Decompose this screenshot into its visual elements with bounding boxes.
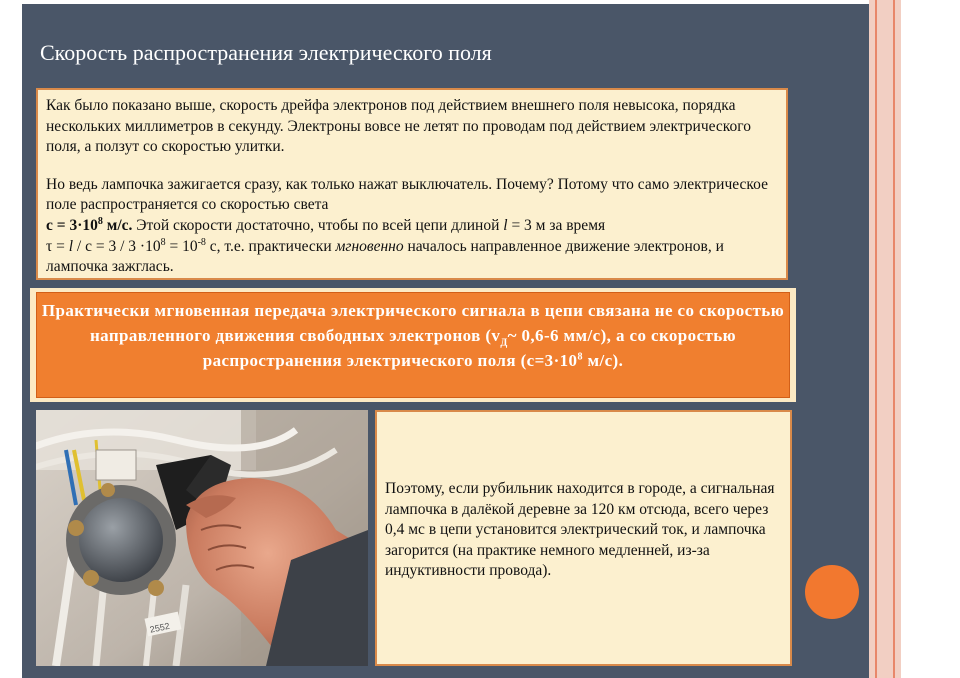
switch-photo — [36, 410, 368, 666]
banner-text-part2: ~ 0,6-6 мм/с), а со скоростью распространения электрического поля (с=3·10 — [202, 326, 737, 370]
question-text: Но ведь лампочка зажигается сразу, как только нажат выключатель. Почему? Потому что само электрическое поле распространяется со скоростью света — [46, 175, 768, 214]
highlight-banner — [36, 292, 790, 398]
tau-equals: = 10 — [165, 237, 198, 255]
tau-exponent-1: 8 — [160, 236, 166, 248]
tau-conclusion: с, т.е. практически — [205, 237, 336, 255]
example-paragraph: Поэтому, если рубильник находится в городе, а сигнальная лампочка в далёкой деревне за 120 км отсюда, всего через 0,4 мс в цепи установится электрический ток, и лампочка загорится (на практике немного медленней, из-за индуктивности провода). — [385, 480, 775, 580]
highlight-banner-frame — [30, 288, 796, 402]
tau-exponent-2: -8 — [197, 236, 206, 248]
paragraph-gap — [46, 158, 778, 175]
tau-prefix: τ = — [46, 237, 69, 255]
banner-exponent: 8 — [577, 351, 583, 363]
wire-tag-label: 2552 — [148, 620, 171, 635]
intro-paragraph: Как было показано выше, скорость дрейфа электронов под действием внешнего поля невысока, порядка нескольких миллиметров в секунду. Электроны вовсе не летят по проводам под действием электрического поля, а ползут со скоростью улитки. — [46, 97, 751, 156]
banner-subscript: Д — [500, 337, 508, 349]
distance-value: = 3 м за время — [507, 216, 606, 234]
switch-photo-illustration — [36, 410, 368, 666]
question-paragraph — [46, 175, 778, 278]
side-decor-line — [875, 0, 877, 678]
tau-ending: началось направленное движение электронов, и лампочка зажглась. — [46, 237, 724, 276]
formula-exponent: 8 — [97, 215, 103, 227]
formula-unit: м/с. — [102, 216, 133, 234]
banner-text-part3: м/с). — [582, 351, 624, 370]
tau-length-symbol: l — [68, 237, 74, 255]
length-symbol: l — [503, 216, 508, 234]
example-text-box — [375, 410, 792, 666]
formula-base: c = 3·10 — [46, 216, 98, 234]
side-decor-line — [893, 0, 895, 678]
banner-text-part1: Практически мгновенная передача электрического сигнала в цепи связана не со скоростью направленного движения свободных электронов (v — [41, 301, 785, 345]
distance-text: Этой скорости достаточно, чтобы по всей цепи длиной — [132, 216, 504, 234]
decor-circle — [805, 565, 859, 619]
slide-title: Скорость распространения электрического поля — [40, 40, 492, 65]
intro-text-box — [36, 88, 788, 280]
side-decor-strip — [869, 0, 901, 678]
instantly-word: мгновенно — [335, 237, 404, 255]
tau-calculation: / c = 3 / 3 ·10 — [73, 237, 161, 255]
speed-of-light-formula — [46, 217, 132, 234]
